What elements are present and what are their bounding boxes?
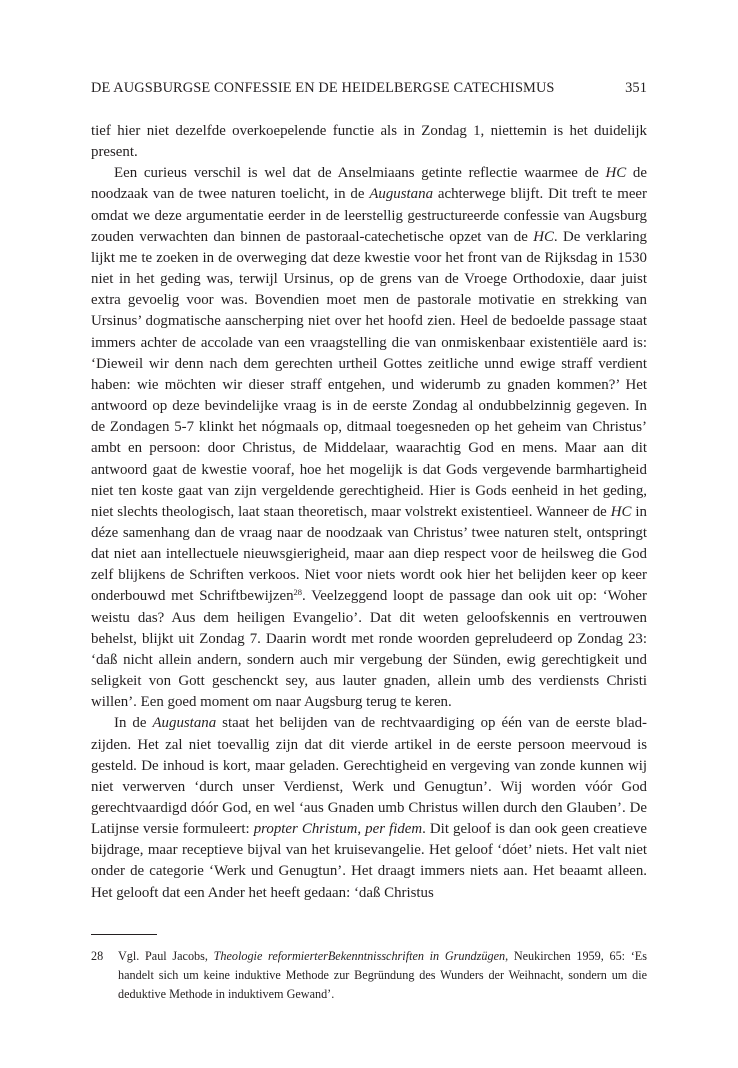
italic-hc: HC: [533, 228, 554, 245]
paragraph-2-text: . Veelzeggend loopt de passage dan ook uit op: ‘Woher weistu das? Aus dem heiligen Evangelio’. Dat dit weten geloofskennis en vertrouwen behelst, blijkt uit Zondag 7. Daarin wordt met ronde woorden gepreludeerd op Zondag 23: ‘daß nicht allein andern, sondern auch mir vergebung der Sünden, ewig gerechtigkeit und seligkeit von Gott geschenckt sey, aus lauter gnaden, allein umb des verdiensts Christi willen’. Een goed moment om naar Augsburg terug te keren.: [91, 588, 647, 711]
italic-hc: HC: [610, 503, 632, 520]
footnote: [91, 947, 647, 1004]
paragraph-3-text: In de: [114, 715, 153, 732]
paragraph-1-text: tief hier niet dezelfde overkoepelende functie als in Zondag 1, niettemin is het duidelijk present.: [91, 123, 647, 161]
footnote-number: 28: [91, 949, 104, 963]
italic-augustana: Augustana: [152, 715, 217, 732]
paragraph-2-text: achterwege blijft. Dit treft te meer omdat we deze argumentatie eerder in de leerstellig gestructureerde confessie van Augsburg zouden verwachten dan binnen de pastoraal-catechetische opzet van de: [91, 186, 647, 245]
italic-augustana: Augustana: [369, 186, 434, 203]
paragraph-2-text: de noodzaak van de twee naturen toelicht, in de: [91, 165, 647, 203]
italic-hc: HC: [605, 165, 627, 182]
paragraph-3-text: . Dit geloof is dan ook geen creatieve bijdrage, maar receptieve bijval van het kruisevangelie. Het geloof ‘dóet’ niets. Het valt niet onder de categorie ‘Werk und Genugtun’. Het draagt immers niets aan. Het beaamt alleen. Het gelooft dat een Ander het heeft gedaan: ‘daß Christus: [91, 821, 647, 901]
footnote-text-part: , Neukirchen 1959, 65: ‘Es handelt sich um keine induktive Methode zur Begründung des Wunders der Weihnacht, sondern um die deduktive Methode in induktivem Gewand’.: [118, 949, 647, 1001]
footnote-text: [118, 947, 647, 1004]
paragraph-2-text: . De verklaring lijkt me te zoeken in de overweging dat deze kwestie voor het front van de Rijksdag in 1530 niet in het geding was, terwijl Ursinus, op de grens van de Vroege Orthodoxie, daar juist extra gevoelig voor was. Bovendien moet men de pastorale motivatie en strekking van Ursinus’ dogmatische aanscherping niet over het hoofd zien. Heel de bedoelde passage staat immers achter de accolade van een vraagstelling die van onmiskenbaar existentiële aard is: ‘Dieweil wir denn nach dem gerechten urtheil Gottes zeitliche unnd ewige straff verdient haben: wie möchten wir dieser straff entgehen, und widerumb zu gnaden kommen?’ Het antwoord op deze bevindelijke vraag is in de eerste Zondag al ondubbelzinnig gegeven. In de Zondagen 5-7 klinkt het nógmaals op, ditmaal toegesneden op het geheim van Christus’ ambt en persoon: door Christus, de Middelaar, waarachtig God en mens. Maar aan dit antwoord gaat de kwestie vooraf, hoe het mogelijk is dat Gods vergevende barmhartigheid niet ten koste gaat van zijn vergeldende gerechtigheid. Hier is Gods eenheid in het geding, niet slechts theologisch, laat staan theoretisch, maar volstrekt existentieel. Wanneer de: [91, 228, 647, 520]
main-text: [91, 121, 647, 904]
running-title: DE AUGSBURGSE CONFESSIE EN DE HEIDELBERGSE CATECHISMUS: [91, 80, 555, 96]
italic-latin-phrase: propter Christum: [253, 821, 358, 838]
footnote-reference[interactable]: 28: [293, 587, 303, 598]
footnote-text-part: Vgl. Paul Jacobs,: [118, 949, 214, 963]
paragraph-2: [91, 163, 647, 713]
paragraph-2-text: in déze samenhang dan de vraag naar de noodzaak van Christus’ twee naturen stelt, ontspringt dat niet aan intellectuele nieuwsgierigheid, maar aan diep respect voor de heilsweg die God zelf blijkens de Schriften verkoos. Niet voor niets wordt ook hier het belijden keer op keer onderbouwd met Schriftbewijzen: [91, 503, 647, 605]
footnote-divider: [91, 934, 157, 935]
page-number: 351: [625, 80, 647, 96]
paragraph-1: [91, 121, 647, 163]
paragraph-3-text: staat het belijden van de rechtvaardiging op één van de eerste bladzijden. Het zal niet toevallig zijn dat dit vierde artikel in de eerste persoon meervoud is gesteld. De inhoud is kort, maar geladen. Gerechtigheid en vergeving van zonde kunnen wij niet verwerven ‘durch unser Verdienst, Werk und Genugtun’. Wij worden vóór God gerechtvaardigd dóór God, en wel ‘aus Gnaden umb Christus willen durch den Glauben’. De Latijnse versie formuleert:: [91, 715, 647, 838]
paragraph-3: [91, 713, 647, 903]
paragraph-2-text: Een curieus verschil is wel dat de Anselmiaans getinte reflectie waarmee de: [114, 165, 606, 182]
italic-latin-phrase: per fidem: [365, 821, 423, 838]
footnote-book-title: Theologie reformierterBekenntnisschriften in Grundzügen: [213, 949, 506, 963]
paragraph-3-text: ,: [357, 821, 366, 838]
